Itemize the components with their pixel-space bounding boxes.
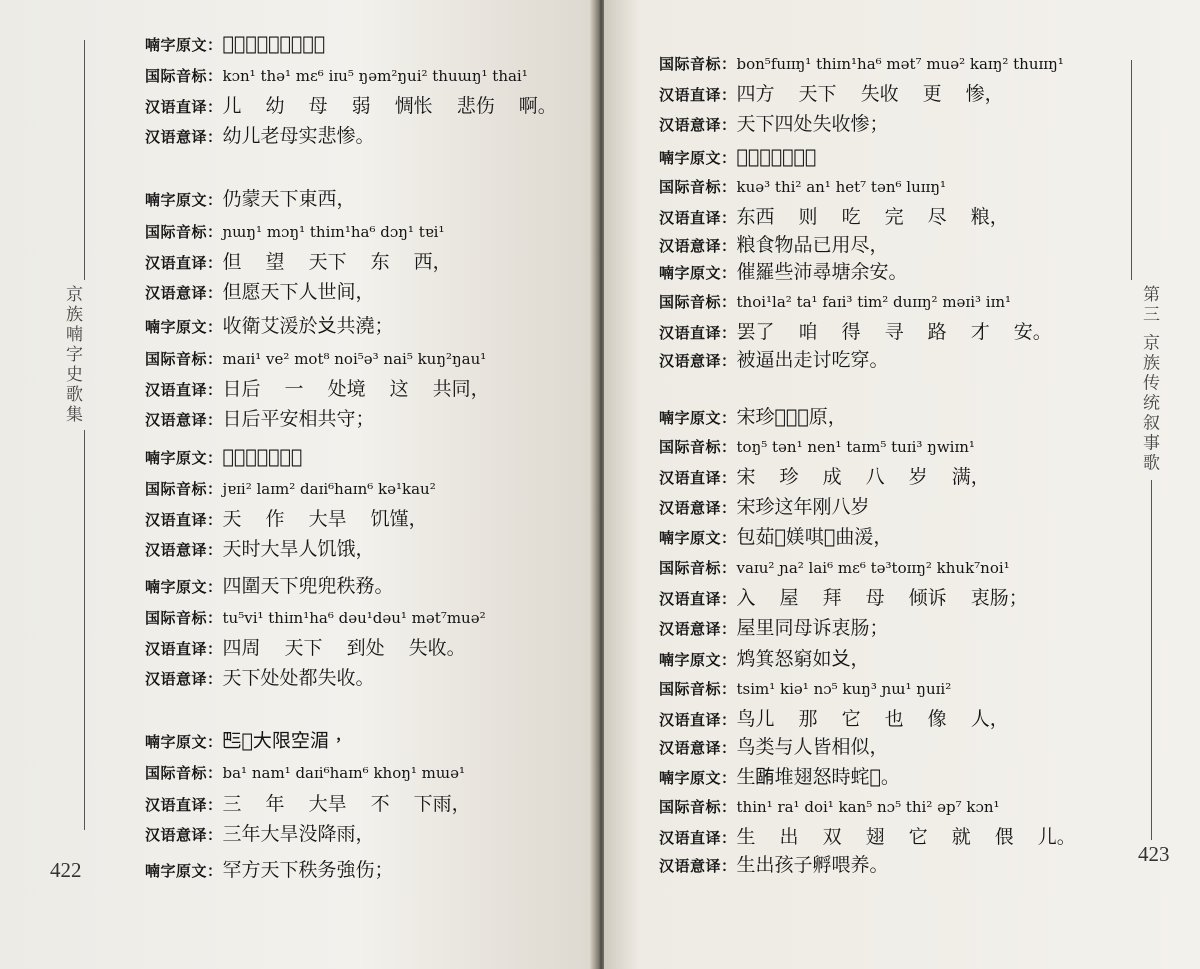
label-literal: 汉语直译： [659, 829, 737, 847]
original-text: 仍蒙天下東西， [222, 188, 356, 210]
literal-text: 宋 珍 成 八 岁 满， [736, 466, 990, 488]
original-text: 催羅些沛尋塘余安。 [736, 261, 908, 283]
meaning-text: 日后平安相共守； [222, 408, 375, 430]
label-original: 喃字原文： [145, 318, 223, 336]
label-original: 喃字原文： [659, 769, 737, 787]
label-original: 喃字原文： [145, 191, 223, 209]
meaning-text: 天下四处失收惨； [736, 113, 889, 135]
ipa-text: kɔn¹ thə¹ mɛ⁶ iɪu⁵ ŋəm²ŋui² thuɯŋ¹ thai¹ [222, 67, 528, 85]
original-text: 𠀧𢆥大限空湄， [222, 730, 348, 752]
original-text: 收衛艾湲於𠬠共澆； [222, 315, 394, 337]
label-ipa: 国际音标： [659, 178, 737, 196]
label-meaning: 汉语意译： [659, 352, 737, 370]
running-title-rule [1131, 60, 1132, 280]
label-meaning: 汉语意译： [659, 739, 737, 757]
page-number: 422 [50, 858, 82, 882]
label-literal: 汉语直译： [145, 640, 223, 658]
label-meaning: 汉语意译： [145, 541, 223, 559]
label-meaning: 汉语意译： [659, 237, 737, 255]
label-meaning: 汉语意译： [145, 284, 223, 302]
literal-text: 罢了 咱 得 寻 路 才 安。 [736, 321, 1052, 343]
label-literal: 汉语直译： [659, 590, 737, 608]
label-literal: 汉语直译： [659, 209, 737, 227]
literal-text: 东西 则 吃 完 尽 粮， [736, 206, 1009, 228]
original-text: 宋珍𢧚𠔭𣦮原， [736, 406, 847, 428]
left-page [0, 0, 598, 969]
meaning-text: 天时大旱人饥饿， [222, 538, 375, 560]
literal-text: 鸟儿 那 它 也 像 人， [736, 708, 1009, 730]
original-text: 鸩箕怒窮如𠬠， [736, 648, 870, 670]
meaning-text: 生出孩子孵喂养。 [736, 854, 889, 876]
meaning-text: 幼儿老母实悲惨。 [222, 125, 375, 147]
page-number: 423 [1138, 842, 1170, 866]
ipa-text: tu⁵vi¹ thiɪn¹ha⁶ dəu¹dəu¹ mət⁷muə² [222, 609, 486, 627]
label-ipa: 国际音标： [659, 680, 737, 698]
label-meaning: 汉语意译： [659, 857, 737, 875]
literal-text: 入 屋 拜 母 倾诉 衷肠； [736, 587, 1028, 609]
label-meaning: 汉语意译： [145, 128, 223, 146]
ipa-text: tsim¹ kiə¹ nɔ⁵ kuŋ³ ɲɯ¹ ŋuɪi² [736, 680, 952, 698]
label-original: 喃字原文： [145, 36, 223, 54]
label-meaning: 汉语意译： [145, 411, 223, 429]
meaning-text: 三年大旱没降雨， [222, 823, 375, 845]
running-title-rule [84, 40, 85, 280]
ipa-text: bon⁵fuɪɪŋ¹ thiɪn¹ha⁶ mət⁷ muə² kaɪŋ² thuɪɪŋ¹ [736, 55, 1064, 73]
original-text: 四圍天下兜兜秩務。 [222, 575, 394, 597]
ipa-text: jɐɪi² laɪm² daɪi⁶haɪn⁶ kə¹kau² [222, 480, 436, 498]
ipa-text: vaɪu² ɲa² lai⁶ mɛ⁶ tə³toɪɪŋ² khuk⁷noi¹ [736, 559, 1010, 577]
label-original: 喃字原文： [145, 733, 223, 751]
label-literal: 汉语直译： [145, 796, 223, 814]
label-original: 喃字原文： [145, 578, 223, 596]
label-original: 喃字原文： [145, 449, 223, 467]
label-ipa: 国际音标： [145, 223, 223, 241]
label-original: 喃字原文： [659, 264, 737, 282]
meaning-text: 但愿天下人世间， [222, 281, 375, 303]
label-literal: 汉语直译： [659, 324, 737, 342]
label-ipa: 国际音标： [659, 438, 737, 456]
original-text: 包茹𢪀媄唭𡀯曲湲， [736, 526, 893, 548]
ipa-text: ɲɯŋ¹ mɔŋ¹ thiɪn¹ha⁶ dɔŋ¹ tɐi¹ [222, 223, 445, 241]
label-meaning: 汉语意译： [659, 620, 737, 638]
label-ipa: 国际音标： [659, 798, 737, 816]
literal-text: 但 望 天下 东 西， [222, 251, 452, 273]
meaning-text: 天下处处都失收。 [222, 667, 375, 689]
label-literal: 汉语直译： [659, 86, 737, 104]
label-meaning: 汉语意译： [659, 116, 737, 134]
literal-text: 四周 天下 到处 失收。 [222, 637, 466, 659]
label-meaning: 汉语意译： [659, 499, 737, 517]
label-ipa: 国际音标： [145, 67, 223, 85]
ipa-text: thoi¹la² ta¹ faɪi³ tim² duɪɪŋ² məɪi³ iɪn¹ [736, 293, 1012, 311]
ipa-text: kuə³ thi² an¹ het⁷ tən⁶ luɪɪŋ¹ [736, 178, 946, 196]
label-literal: 汉语直译： [145, 511, 223, 529]
label-ipa: 国际音标： [145, 764, 223, 782]
running-title: 第三 京族传统叙事歌 [1139, 285, 1159, 474]
label-original: 喃字原文： [659, 409, 737, 427]
label-meaning: 汉语意译： [145, 826, 223, 844]
label-literal: 汉语直译： [659, 469, 737, 487]
original-text: 生𣎏堆翅怒時䖳𤳆。 [736, 766, 900, 788]
running-title-rule [84, 430, 85, 830]
original-text: 𡗶搵大限箕求， [222, 446, 303, 468]
meaning-text: 鸟类与人皆相似， [736, 736, 889, 758]
original-text: 罕方天下秩务強伤； [222, 859, 394, 881]
original-text: 𡗶时吱㩜儘量， [736, 146, 817, 168]
meaning-text: 粮食物品已用尽， [736, 234, 889, 256]
literal-text: 儿 幼 母 弱 惆怅 悲伤 啊。 [222, 95, 557, 117]
label-ipa: 国际音标： [659, 293, 737, 311]
label-ipa: 国际音标： [659, 559, 737, 577]
original-text: 𤳆𥘷媄腰吟𥚇傷能。 [222, 33, 326, 55]
label-literal: 汉语直译： [145, 98, 223, 116]
ipa-text: maɪi¹ ve² mot⁸ noi⁵ə³ nai⁵ kuŋ²ŋau¹ [222, 350, 487, 368]
label-ipa: 国际音标： [145, 350, 223, 368]
label-literal: 汉语直译： [145, 381, 223, 399]
literal-text: 四方 天下 失收 更 惨， [736, 83, 1004, 105]
label-ipa: 国际音标： [145, 480, 223, 498]
ipa-text: toŋ⁵ tən¹ nen¹ taɪm⁵ tuɪi³ ŋwiɪn¹ [736, 438, 975, 456]
literal-text: 日后 一 处境 这 共同， [222, 378, 490, 400]
literal-text: 三 年 大旱 不 下雨， [222, 793, 471, 815]
label-literal: 汉语直译： [659, 711, 737, 729]
label-original: 喃字原文： [659, 529, 737, 547]
running-title-rule [1151, 480, 1152, 840]
meaning-text: 宋珍这年刚八岁 [736, 496, 870, 518]
literal-text: 生 出 双 翅 它 就 偎 儿。 [736, 826, 1076, 848]
label-original: 喃字原文： [145, 862, 223, 880]
literal-text: 天 作 大旱 饥馑， [222, 508, 428, 530]
label-original: 喃字原文： [659, 149, 737, 167]
ipa-text: thin¹ ra¹ doi¹ kan⁵ nɔ⁵ thi² əp⁷ kɔn¹ [736, 798, 1000, 816]
label-ipa: 国际音标： [145, 609, 223, 627]
running-title: 京族喃字史歌集 [62, 285, 82, 425]
label-literal: 汉语直译： [145, 254, 223, 272]
meaning-text: 屋里同母诉衷肠； [736, 617, 889, 639]
ipa-text: ba¹ nam¹ daɪi⁶haɪn⁶ khoŋ¹ mɯə¹ [222, 764, 466, 782]
meaning-text: 被逼出走讨吃穿。 [736, 349, 889, 371]
label-original: 喃字原文： [659, 651, 737, 669]
right-page [604, 0, 1200, 969]
label-ipa: 国际音标： [659, 55, 737, 73]
label-meaning: 汉语意译： [145, 670, 223, 688]
